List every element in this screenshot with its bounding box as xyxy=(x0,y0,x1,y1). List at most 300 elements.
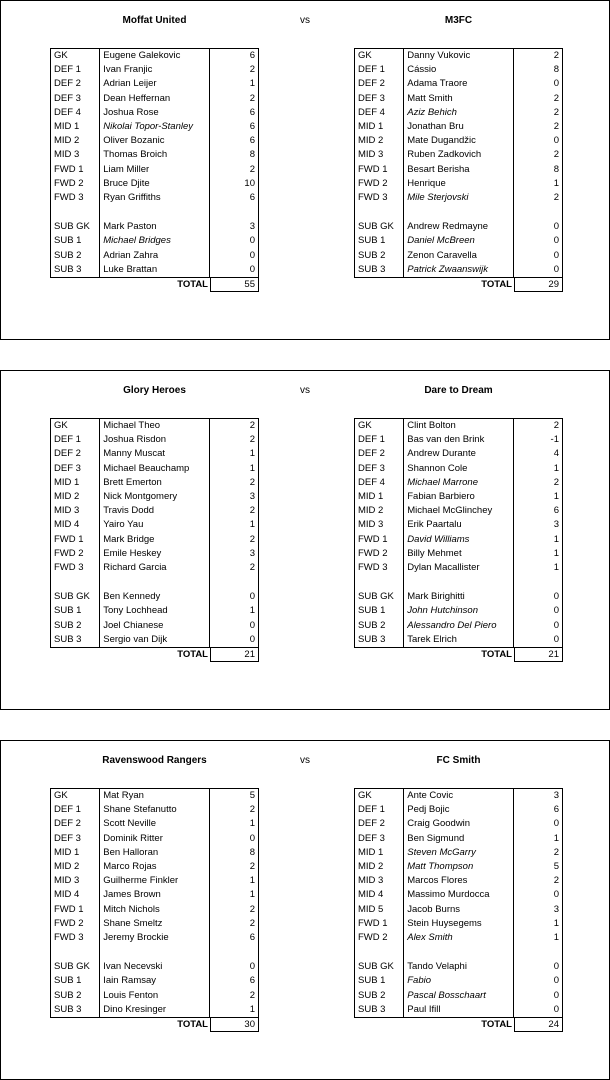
player-row xyxy=(355,220,563,234)
player-name-cell: Zenon Caravella xyxy=(404,249,514,263)
total-value: 21 xyxy=(210,648,259,662)
player-row xyxy=(51,518,259,532)
player-name-cell: Adrian Leijer xyxy=(100,77,210,91)
player-name-cell: Dylan Macallister xyxy=(404,561,514,575)
points-cell: 0 xyxy=(513,220,562,234)
position-cell: MID 2 xyxy=(355,860,404,874)
position-cell: DEF 2 xyxy=(51,77,100,91)
player-name-cell: Luke Brattan xyxy=(100,263,210,278)
player-name-cell: Sergio van Dijk xyxy=(100,633,210,648)
position-cell: MID 1 xyxy=(355,846,404,860)
away-team-name: M3FC xyxy=(444,15,473,26)
points-cell: 2 xyxy=(209,917,258,931)
player-name-cell: Joshua Rose xyxy=(100,106,210,120)
vs-label: vs xyxy=(300,755,310,766)
points-cell: 0 xyxy=(513,633,562,648)
player-row xyxy=(355,148,563,162)
position-cell: SUB 1 xyxy=(51,234,100,248)
player-name-cell: Travis Dodd xyxy=(100,504,210,518)
player-row xyxy=(51,619,259,633)
position-cell: DEF 2 xyxy=(51,447,100,461)
position-cell: SUB GK xyxy=(51,960,100,974)
player-row xyxy=(51,860,259,874)
player-row xyxy=(355,1003,563,1018)
total-row xyxy=(50,1018,259,1034)
player-name-cell: Dino Kresinger xyxy=(100,1003,210,1018)
spacer-row xyxy=(51,945,259,960)
position-cell: SUB 3 xyxy=(355,633,404,648)
player-row xyxy=(355,120,563,134)
vs-label: vs xyxy=(300,385,310,396)
spacer-row xyxy=(51,575,259,590)
away-team-name: FC Smith xyxy=(436,755,481,766)
player-row xyxy=(51,547,259,561)
player-row xyxy=(355,163,563,177)
points-cell: 1 xyxy=(513,177,562,191)
player-row xyxy=(355,917,563,931)
position-cell: FWD 1 xyxy=(51,903,100,917)
home-team-name: Moffat United xyxy=(122,15,187,26)
position-cell: DEF 2 xyxy=(355,817,404,831)
points-cell: 2 xyxy=(513,476,562,490)
match-panel xyxy=(0,0,610,340)
points-cell: 5 xyxy=(209,789,258,804)
position-cell: MID 2 xyxy=(51,134,100,148)
player-row xyxy=(51,177,259,191)
spacer-row xyxy=(355,205,563,220)
points-cell: 0 xyxy=(513,888,562,902)
position-cell: DEF 2 xyxy=(51,817,100,831)
player-name-cell: Scott Neville xyxy=(100,817,210,831)
position-cell: MID 1 xyxy=(355,120,404,134)
points-cell: 0 xyxy=(209,633,258,648)
position-cell: DEF 3 xyxy=(51,92,100,106)
points-cell: 0 xyxy=(209,832,258,846)
points-cell: 2 xyxy=(209,433,258,447)
points-cell: 0 xyxy=(209,249,258,263)
lineup-table xyxy=(354,418,563,648)
player-row xyxy=(355,419,563,434)
player-name-cell: Liam Miller xyxy=(100,163,210,177)
points-cell: 0 xyxy=(513,590,562,604)
points-cell: 2 xyxy=(513,874,562,888)
player-name-cell: Thomas Broich xyxy=(100,148,210,162)
points-cell: 0 xyxy=(513,960,562,974)
player-name-cell: Alessandro Del Piero xyxy=(404,619,514,633)
player-name-cell: Fabio xyxy=(404,974,514,988)
player-row xyxy=(355,263,563,278)
player-name-cell: Besart Berisha xyxy=(404,163,514,177)
points-cell: 6 xyxy=(209,134,258,148)
position-cell: MID 2 xyxy=(355,134,404,148)
player-row xyxy=(355,803,563,817)
position-cell: MID 3 xyxy=(355,148,404,162)
player-name-cell: Pedj Bojic xyxy=(404,803,514,817)
player-name-cell: Pascal Bosschaart xyxy=(404,989,514,1003)
points-cell: 2 xyxy=(513,191,562,205)
player-name-cell: Fabian Barbiero xyxy=(404,490,514,504)
spacer-row xyxy=(355,945,563,960)
player-name-cell: Ben Halloran xyxy=(100,846,210,860)
position-cell: MID 3 xyxy=(51,148,100,162)
player-row xyxy=(51,874,259,888)
away-team-name: Dare to Dream xyxy=(424,385,493,396)
player-name-cell: Ben Sigmund xyxy=(404,832,514,846)
position-cell: SUB 3 xyxy=(51,633,100,648)
player-row xyxy=(355,547,563,561)
points-cell: 4 xyxy=(513,447,562,461)
player-row xyxy=(355,590,563,604)
match-panel xyxy=(0,740,610,1080)
position-cell: SUB 1 xyxy=(51,974,100,988)
points-cell: 3 xyxy=(209,490,258,504)
player-row xyxy=(355,888,563,902)
player-row xyxy=(51,106,259,120)
points-cell: 1 xyxy=(209,447,258,461)
player-row xyxy=(51,832,259,846)
points-cell: 1 xyxy=(209,77,258,91)
player-row xyxy=(51,633,259,648)
points-cell: 6 xyxy=(209,931,258,945)
points-cell: 2 xyxy=(209,903,258,917)
player-row xyxy=(355,462,563,476)
player-name-cell: Tarek Elrich xyxy=(404,633,514,648)
position-cell: SUB 2 xyxy=(355,249,404,263)
player-row xyxy=(355,504,563,518)
points-cell: 6 xyxy=(513,803,562,817)
points-cell: 1 xyxy=(209,1003,258,1018)
points-cell: 2 xyxy=(209,561,258,575)
player-row xyxy=(355,533,563,547)
player-row xyxy=(51,789,259,804)
player-name-cell: Andrew Redmayne xyxy=(404,220,514,234)
player-row xyxy=(355,191,563,205)
player-name-cell: Craig Goodwin xyxy=(404,817,514,831)
points-cell: 0 xyxy=(513,989,562,1003)
away-lineup xyxy=(354,418,563,661)
player-name-cell: Ben Kennedy xyxy=(100,590,210,604)
position-cell: SUB GK xyxy=(51,220,100,234)
player-row xyxy=(51,490,259,504)
player-name-cell: Mark Birighitti xyxy=(404,590,514,604)
total-value: 30 xyxy=(210,1018,259,1032)
position-cell: SUB 2 xyxy=(51,989,100,1003)
player-row xyxy=(355,490,563,504)
player-name-cell: Iain Ramsay xyxy=(100,974,210,988)
player-name-cell: Mark Paston xyxy=(100,220,210,234)
position-cell: MID 4 xyxy=(51,888,100,902)
position-cell: FWD 1 xyxy=(51,533,100,547)
points-cell: 2 xyxy=(209,92,258,106)
position-cell: SUB 2 xyxy=(355,619,404,633)
points-cell: 2 xyxy=(209,419,258,434)
player-name-cell: Michael Beauchamp xyxy=(100,462,210,476)
player-name-cell: Mitch Nichols xyxy=(100,903,210,917)
points-cell: 2 xyxy=(513,106,562,120)
player-name-cell: Mark Bridge xyxy=(100,533,210,547)
player-name-cell: Manny Muscat xyxy=(100,447,210,461)
player-name-cell: Ryan Griffiths xyxy=(100,191,210,205)
points-cell: 3 xyxy=(513,518,562,532)
player-row xyxy=(51,220,259,234)
points-cell: 1 xyxy=(513,462,562,476)
player-row xyxy=(355,518,563,532)
points-cell: 0 xyxy=(513,817,562,831)
player-name-cell: Tando Velaphi xyxy=(404,960,514,974)
player-name-cell: Jacob Burns xyxy=(404,903,514,917)
position-cell: MID 1 xyxy=(355,490,404,504)
points-cell: 2 xyxy=(209,163,258,177)
player-row xyxy=(51,917,259,931)
points-cell: 0 xyxy=(209,263,258,278)
points-cell: 1 xyxy=(209,888,258,902)
player-row xyxy=(355,846,563,860)
player-row xyxy=(51,234,259,248)
points-cell: 3 xyxy=(209,547,258,561)
player-name-cell: Tony Lochhead xyxy=(100,604,210,618)
position-cell: MID 4 xyxy=(355,888,404,902)
player-name-cell: Brett Emerton xyxy=(100,476,210,490)
points-cell: 2 xyxy=(513,92,562,106)
player-name-cell: Adama Traore xyxy=(404,77,514,91)
position-cell: FWD 3 xyxy=(51,561,100,575)
player-row xyxy=(355,874,563,888)
position-cell: FWD 2 xyxy=(51,547,100,561)
player-row xyxy=(51,989,259,1003)
player-name-cell: Alex Smith xyxy=(404,931,514,945)
player-row xyxy=(51,120,259,134)
lineup-table xyxy=(354,788,563,1018)
points-cell: 8 xyxy=(513,163,562,177)
player-name-cell: Clint Bolton xyxy=(404,419,514,434)
position-cell: DEF 1 xyxy=(51,803,100,817)
lineup-table xyxy=(50,48,259,278)
position-cell: FWD 2 xyxy=(355,547,404,561)
position-cell: DEF 3 xyxy=(355,92,404,106)
player-row xyxy=(51,504,259,518)
position-cell: FWD 3 xyxy=(51,191,100,205)
player-row xyxy=(51,163,259,177)
position-cell: FWD 1 xyxy=(51,163,100,177)
points-cell: 0 xyxy=(513,249,562,263)
player-name-cell: Ruben Zadkovich xyxy=(404,148,514,162)
player-row xyxy=(355,49,563,64)
position-cell: MID 3 xyxy=(51,874,100,888)
position-cell: DEF 1 xyxy=(355,803,404,817)
total-label: TOTAL xyxy=(481,649,512,661)
position-cell: FWD 1 xyxy=(355,163,404,177)
match-panel xyxy=(0,370,610,710)
player-row xyxy=(51,604,259,618)
position-cell: DEF 1 xyxy=(355,63,404,77)
points-cell: 2 xyxy=(209,504,258,518)
lineup-table xyxy=(50,788,259,1018)
position-cell: MID 3 xyxy=(355,874,404,888)
player-name-cell: Michael Marrone xyxy=(404,476,514,490)
player-name-cell: Shane Stefanutto xyxy=(100,803,210,817)
points-cell: 6 xyxy=(209,120,258,134)
player-row xyxy=(51,148,259,162)
position-cell: DEF 1 xyxy=(355,433,404,447)
player-name-cell: Patrick Zwaanswijk xyxy=(404,263,514,278)
player-row xyxy=(355,604,563,618)
position-cell: MID 4 xyxy=(51,518,100,532)
position-cell: FWD 1 xyxy=(355,533,404,547)
player-row xyxy=(355,63,563,77)
home-team-name: Glory Heroes xyxy=(123,385,186,396)
position-cell: DEF 3 xyxy=(51,462,100,476)
player-name-cell: John Hutchinson xyxy=(404,604,514,618)
player-row xyxy=(355,832,563,846)
player-row xyxy=(51,462,259,476)
player-name-cell: David Williams xyxy=(404,533,514,547)
position-cell: MID 2 xyxy=(51,860,100,874)
points-cell: 0 xyxy=(513,974,562,988)
position-cell: SUB GK xyxy=(355,590,404,604)
player-row xyxy=(51,931,259,945)
player-name-cell: Aziz Behich xyxy=(404,106,514,120)
position-cell: SUB 2 xyxy=(51,249,100,263)
player-name-cell: Oliver Bozanic xyxy=(100,134,210,148)
player-row xyxy=(51,561,259,575)
points-cell: 1 xyxy=(513,832,562,846)
points-cell: 0 xyxy=(513,619,562,633)
player-name-cell: Louis Fenton xyxy=(100,989,210,1003)
lineup-table xyxy=(50,418,259,648)
home-lineup xyxy=(50,418,259,661)
player-row xyxy=(355,447,563,461)
player-row xyxy=(355,134,563,148)
position-cell: SUB 3 xyxy=(355,263,404,278)
points-cell: 1 xyxy=(209,462,258,476)
total-value: 29 xyxy=(514,278,563,292)
player-row xyxy=(51,447,259,461)
points-cell: 3 xyxy=(209,220,258,234)
points-cell: 10 xyxy=(209,177,258,191)
points-cell: 6 xyxy=(209,191,258,205)
points-cell: 0 xyxy=(209,619,258,633)
lineup-table xyxy=(354,48,563,278)
points-cell: 2 xyxy=(209,533,258,547)
total-row xyxy=(50,278,259,294)
position-cell: DEF 3 xyxy=(51,832,100,846)
player-name-cell: James Brown xyxy=(100,888,210,902)
position-cell: SUB 2 xyxy=(51,619,100,633)
total-label: TOTAL xyxy=(177,649,208,661)
player-name-cell: Mile Sterjovski xyxy=(404,191,514,205)
total-row xyxy=(50,648,259,664)
player-name-cell: Joshua Risdon xyxy=(100,433,210,447)
spacer-row xyxy=(355,575,563,590)
position-cell: FWD 3 xyxy=(51,931,100,945)
position-cell: DEF 2 xyxy=(355,77,404,91)
player-row xyxy=(355,931,563,945)
points-cell: 2 xyxy=(209,63,258,77)
player-row xyxy=(51,63,259,77)
points-cell: 5 xyxy=(513,860,562,874)
points-cell: 6 xyxy=(209,49,258,64)
position-cell: MID 5 xyxy=(355,903,404,917)
player-row xyxy=(51,974,259,988)
player-name-cell: Mate Dugandžic xyxy=(404,134,514,148)
home-lineup xyxy=(50,48,259,291)
player-row xyxy=(355,903,563,917)
points-cell: 8 xyxy=(209,148,258,162)
points-cell: 3 xyxy=(513,789,562,804)
player-name-cell: Bas van den Brink xyxy=(404,433,514,447)
player-row xyxy=(355,561,563,575)
player-name-cell: Cássio xyxy=(404,63,514,77)
points-cell: 8 xyxy=(513,63,562,77)
points-cell: 6 xyxy=(513,504,562,518)
player-row xyxy=(355,476,563,490)
points-cell: 2 xyxy=(513,49,562,64)
player-row xyxy=(355,92,563,106)
total-label: TOTAL xyxy=(481,279,512,291)
player-row xyxy=(51,903,259,917)
player-row xyxy=(355,619,563,633)
position-cell: GK xyxy=(355,49,404,64)
player-name-cell: Michael Bridges xyxy=(100,234,210,248)
player-name-cell: Emile Heskey xyxy=(100,547,210,561)
total-label: TOTAL xyxy=(177,279,208,291)
total-value: 21 xyxy=(514,648,563,662)
player-name-cell: Paul Ifill xyxy=(404,1003,514,1018)
points-cell: 2 xyxy=(513,148,562,162)
vs-label: vs xyxy=(300,15,310,26)
position-cell: DEF 4 xyxy=(355,476,404,490)
points-cell: 2 xyxy=(513,120,562,134)
position-cell: MID 1 xyxy=(51,120,100,134)
points-cell: 1 xyxy=(513,547,562,561)
position-cell: FWD 3 xyxy=(355,561,404,575)
position-cell: FWD 3 xyxy=(355,191,404,205)
position-cell: SUB 1 xyxy=(355,604,404,618)
player-row xyxy=(51,134,259,148)
total-row xyxy=(354,278,563,294)
player-name-cell: Shannon Cole xyxy=(404,462,514,476)
position-cell: GK xyxy=(51,789,100,804)
position-cell: GK xyxy=(51,419,100,434)
points-cell: 6 xyxy=(209,106,258,120)
player-row xyxy=(355,249,563,263)
position-cell: DEF 1 xyxy=(51,433,100,447)
player-row xyxy=(355,789,563,804)
total-label: TOTAL xyxy=(481,1019,512,1031)
player-row xyxy=(355,860,563,874)
position-cell: GK xyxy=(51,49,100,64)
position-cell: DEF 4 xyxy=(355,106,404,120)
position-cell: DEF 3 xyxy=(355,832,404,846)
points-cell: 1 xyxy=(513,490,562,504)
position-cell: MID 3 xyxy=(51,504,100,518)
total-row xyxy=(354,648,563,664)
position-cell: GK xyxy=(355,419,404,434)
player-name-cell: Daniel McBreen xyxy=(404,234,514,248)
player-row xyxy=(355,974,563,988)
player-row xyxy=(51,433,259,447)
points-cell: -1 xyxy=(513,433,562,447)
points-cell: 2 xyxy=(209,476,258,490)
player-row xyxy=(51,191,259,205)
player-row xyxy=(51,263,259,278)
position-cell: MID 1 xyxy=(51,476,100,490)
player-name-cell: Stein Huysegems xyxy=(404,917,514,931)
points-cell: 0 xyxy=(209,590,258,604)
player-name-cell: Richard Garcia xyxy=(100,561,210,575)
player-row xyxy=(355,234,563,248)
position-cell: FWD 2 xyxy=(355,931,404,945)
